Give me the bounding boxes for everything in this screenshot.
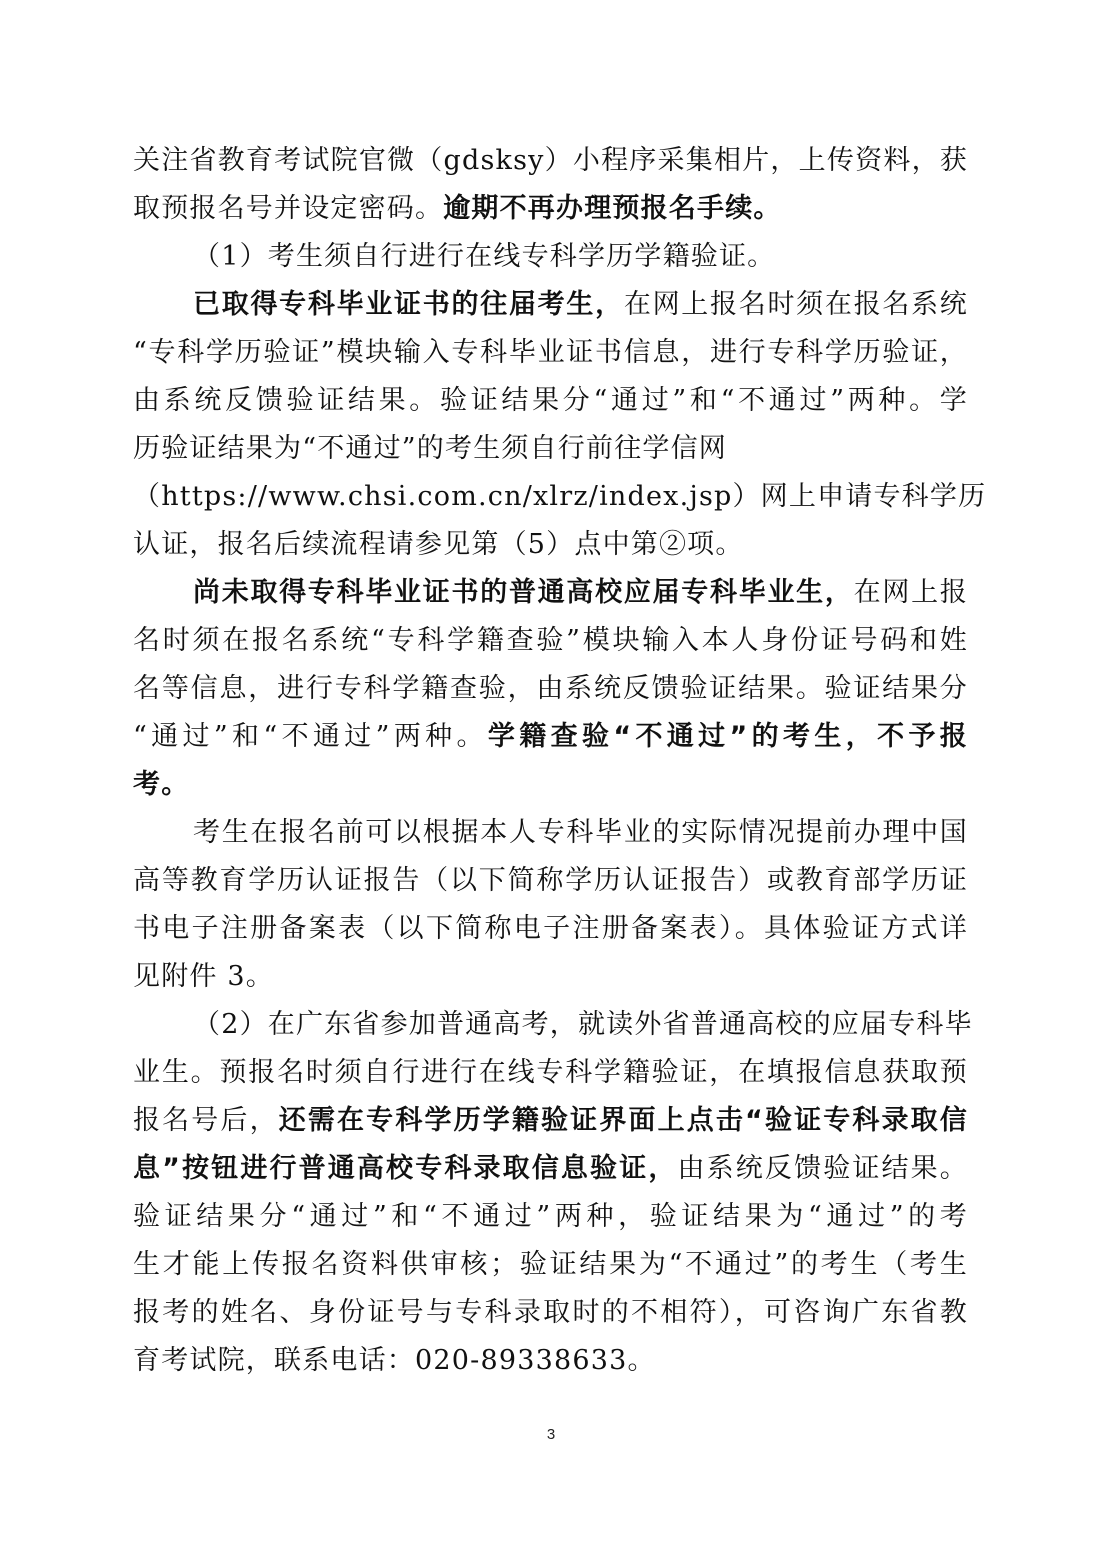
text-line: [193, 1001, 973, 1049]
text-run: 验证结果分“通过”和“不通过”两种，验证结果为“通过”的考: [133, 1201, 968, 1232]
text-line: [133, 857, 968, 905]
text-line: [193, 569, 968, 617]
bold-text-run: 考。: [133, 769, 190, 800]
text-line: [193, 233, 968, 281]
text-line: [133, 185, 968, 233]
text-line: [133, 905, 968, 953]
page-number: 3: [546, 1426, 556, 1443]
text-line: [133, 1049, 968, 1097]
text-run: 历验证结果为“不通过”的考生须自行前往学信网: [133, 433, 728, 464]
text-line: [133, 1289, 968, 1337]
text-line: [133, 1337, 968, 1385]
text-run: 名等信息，进行专科学籍查验，由系统反馈验证结果。验证结果分: [133, 673, 968, 704]
text-run: 由系统反馈验证结果。验证结果分“通过”和“不通过”两种。学: [133, 385, 968, 416]
text-line: [133, 473, 987, 521]
bold-text-run: 逾期不再办理预报名手续。: [443, 193, 782, 224]
text-run: “通过”和“不通过”两种。: [133, 721, 488, 752]
bold-text-run: 息”按钮进行普通高校专科录取信息验证，: [133, 1153, 678, 1184]
text-line: [133, 1241, 968, 1289]
text-line: [133, 1145, 968, 1193]
text-run: 生才能上传报名资料供审核；验证结果为“不通过”的考生（考生: [133, 1249, 968, 1280]
bold-text-run: 还需在专科学历学籍验证界面上点击“验证专科录取信: [278, 1105, 969, 1136]
text-line: [193, 281, 968, 329]
text-run: 见附件 3。: [133, 961, 274, 992]
text-run: （1）考生须自行进行在线专科学历学籍验证。: [193, 241, 776, 272]
text-line: [133, 521, 968, 569]
url-text: （https://www.chsi.com.cn/xlrz/index.jsp）网上申请专科学历: [133, 481, 987, 512]
text-run: 在网上报: [853, 577, 968, 608]
text-line: [133, 617, 968, 665]
text-run: （2）在广东省参加普通高考，就读外省普通高校的应届专科毕: [193, 1009, 973, 1040]
text-line: [133, 329, 968, 377]
text-line: [133, 665, 968, 713]
text-run: 报考的姓名、身份证号与专科录取时的不相符），可咨询广东省教: [133, 1297, 968, 1328]
text-line: [133, 713, 968, 761]
text-run: 报名号后，: [133, 1105, 279, 1136]
bold-text-run: 已取得专科毕业证书的往届考生，: [193, 289, 624, 320]
text-run: 高等教育学历认证报告（以下简称学历认证报告）或教育部学历证: [133, 865, 968, 896]
text-line: [193, 809, 968, 857]
text-line: [133, 425, 968, 473]
text-run: 关注省教育考试院官微（gdsksy）小程序采集相片，上传资料，获: [133, 145, 968, 176]
text-run: 业生。预报名时须自行进行在线专科学籍验证，在填报信息获取预: [133, 1057, 968, 1088]
text-run: 由系统反馈验证结果。: [677, 1153, 969, 1184]
text-run: 名时须在报名系统“专科学籍查验”模块输入本人身份证号码和姓: [133, 625, 968, 656]
bold-text-run: 尚未取得专科毕业证书的普通高校应届专科毕业生，: [193, 577, 854, 608]
text-run: “专科学历验证”模块输入专科毕业证书信息，进行专科学历验证，: [133, 337, 968, 368]
text-line: [133, 953, 968, 1001]
text-run: 育考试院，联系电话：020-89338633。: [133, 1345, 656, 1376]
text-run: 取预报名号并设定密码。: [133, 193, 444, 224]
text-run: 在网上报名时须在报名系统: [623, 289, 968, 320]
text-run: 书电子注册备案表（以下简称电子注册备案表）。具体验证方式详: [133, 913, 968, 944]
text-run: 认证，报名后续流程请参见第（5）点中第②项。: [133, 529, 744, 560]
text-line: [133, 1193, 968, 1241]
bold-text-run: 学籍查验“不通过”的考生，不予报: [487, 721, 968, 752]
text-line: [133, 377, 968, 425]
text-run: 考生在报名前可以根据本人专科毕业的实际情况提前办理中国: [193, 817, 968, 848]
text-line: [133, 1097, 968, 1145]
text-line: [133, 761, 968, 809]
text-line: [133, 137, 968, 185]
